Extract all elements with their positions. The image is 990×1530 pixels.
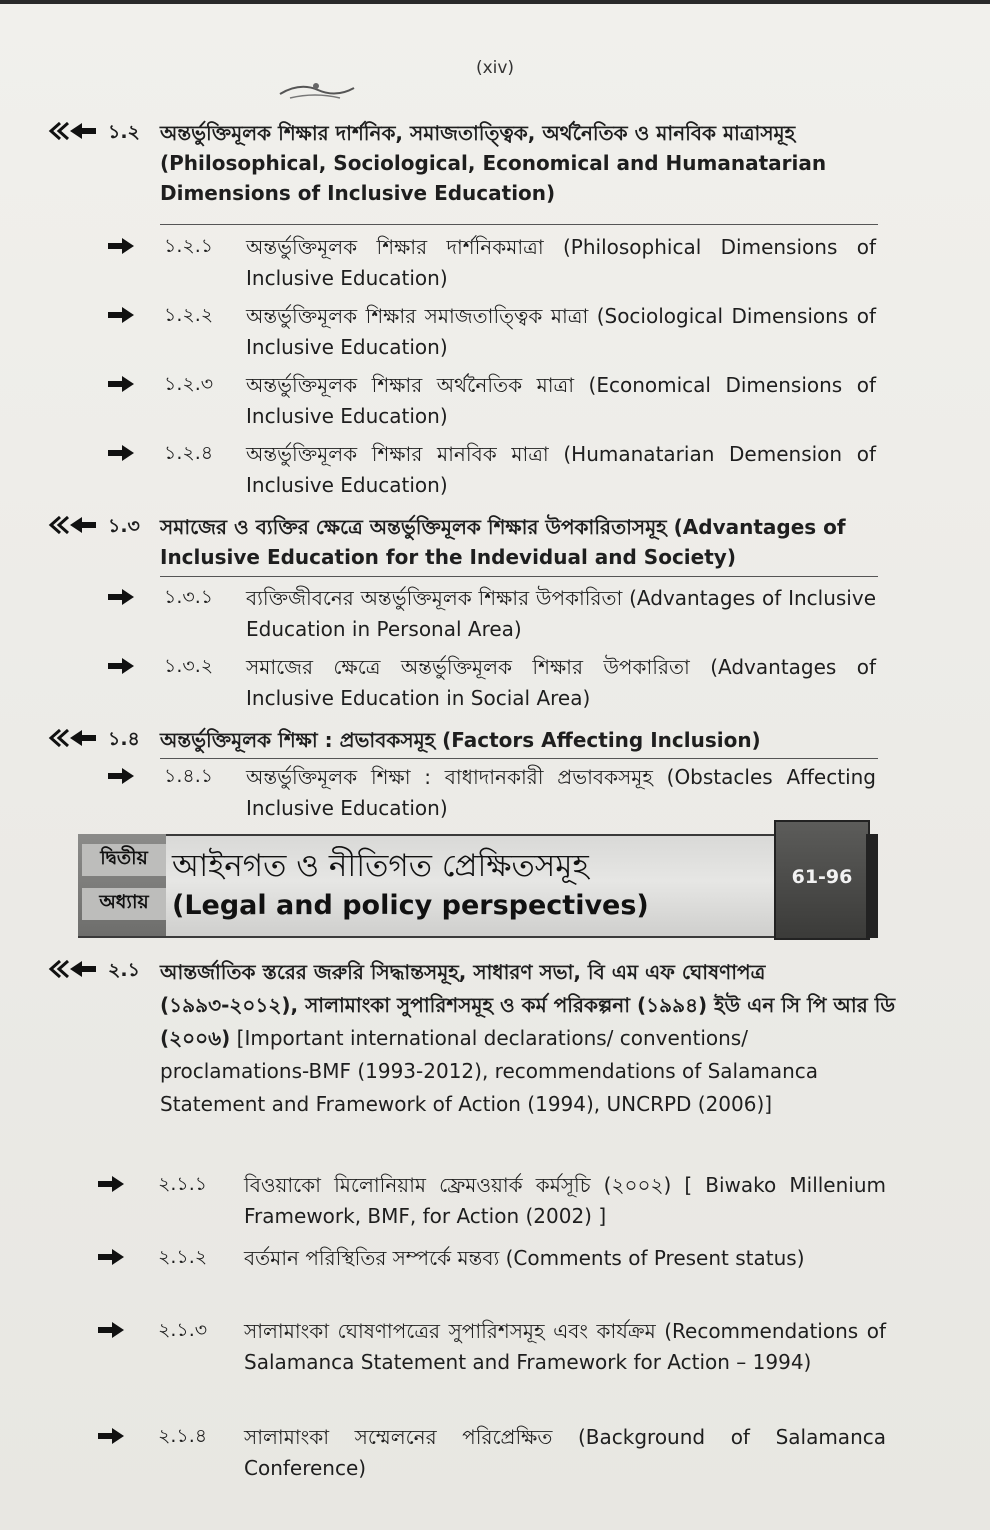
subsection-number: ১.৩.১ <box>164 586 214 608</box>
section-number: ১.২ <box>108 121 140 143</box>
chapter-title-bn: আইনগত ও নীতিগত প্রেক্ষিতসমূহ <box>172 848 589 884</box>
page-number: (xiv) <box>475 58 515 78</box>
toc-section-1-4[interactable] <box>48 725 878 757</box>
right-arrow-icon <box>108 658 134 674</box>
subsection-title: বর্তমান পরিস্থিতির সম্পর্কে মন্তব্য (Comments of Present status) <box>244 1246 805 1270</box>
section-rule <box>160 758 878 759</box>
right-arrow-icon <box>108 307 134 323</box>
right-arrow-icon <box>98 1249 124 1265</box>
right-arrow-icon <box>108 768 134 784</box>
right-arrow-icon <box>98 1428 124 1444</box>
right-arrow-icon <box>108 238 134 254</box>
subsection-title: অন্তর্ভুক্তিমূলক শিক্ষার অর্থনৈতিক মাত্রা (Economical Dimensions of Inclusive Education) <box>246 373 876 428</box>
right-arrow-icon <box>98 1322 124 1338</box>
right-arrow-icon <box>108 445 134 461</box>
subsection-number: ২.১.১ <box>158 1173 208 1195</box>
double-chevron-left-arrow-icon <box>48 958 98 980</box>
subsection-title: অন্তর্ভুক্তিমূলক শিক্ষার মানবিক মাত্রা (Humanatarian Demension of Inclusive Education) <box>246 442 876 497</box>
section-number: ১.৩ <box>108 515 140 537</box>
toc-section-1-3[interactable] <box>48 512 878 576</box>
subsection-number: ১.২.৩ <box>164 373 214 395</box>
double-chevron-left-arrow-icon <box>48 727 98 749</box>
chapter-banner[interactable] <box>78 820 878 936</box>
section-rule <box>160 576 878 577</box>
subsection-title: অন্তর্ভুক্তিমূলক শিক্ষা : বাধাদানকারী প্রভাবকসমূহ (Obstacles Affecting Inclusive Education) <box>246 765 876 820</box>
chapter-ordinal: দ্বিতীয় <box>82 844 166 876</box>
section-title-en: [Important international declarations/ conventions/ proclamations-BMF (1993-2012), recommendations of Salamanca Statement and Framework of Action (1994), UNCRPD (2006)] <box>160 1026 819 1116</box>
toc-section-1-2[interactable] <box>48 118 878 222</box>
double-chevron-left-arrow-icon <box>48 120 98 142</box>
subsection-title: অন্তর্ভুক্তিমূলক শিক্ষার দার্শনিকমাত্রা (Philosophical Dimensions of Inclusive Education) <box>246 235 876 290</box>
subsection-number: ১.৪.১ <box>164 765 214 787</box>
section-title <box>160 956 900 1121</box>
subsection-title: সালামাংকা ঘোষণাপত্রের সুপারিশসমূহ এবং কার্যক্রম (Recommendations of Salamanca Statement and Framework for Action – 1994) <box>244 1319 886 1374</box>
section-number: ১.৪ <box>108 728 140 750</box>
subsection-number: ১.২.২ <box>164 304 214 326</box>
section-title: অন্তর্ভুক্তিমূলক শিক্ষা : প্রভাবকসমূহ (Factors Affecting Inclusion) <box>160 728 761 752</box>
subsection-title: ব্যক্তিজীবনের অন্তর্ভুক্তিমূলক শিক্ষার উপকারিতা (Advantages of Inclusive Education in Personal Area) <box>246 586 876 641</box>
right-arrow-icon <box>108 376 134 392</box>
subsection-number: ১.২.১ <box>164 235 214 257</box>
subsection-number: ২.১.৪ <box>158 1425 208 1447</box>
chapter-pages-box <box>774 820 870 940</box>
section-title: অন্তর্ভুক্তিমূলক শিক্ষার দার্শনিক, সমাজতাত্ত্বিক, অর্থনৈতিক ও মানবিক মাত্রাসমূহ (Philosophical, Sociological, Economical and Humanatarian Dimensions of Inclusive Education) <box>160 121 827 205</box>
right-arrow-icon <box>108 589 134 605</box>
subsection-number: ১.৩.২ <box>164 655 214 677</box>
chapter-banner-cap <box>866 834 878 938</box>
section-title: সমাজের ও ব্যক্তির ক্ষেত্রে অন্তর্ভুক্তিমূলক শিক্ষার উপকারিতাসমূহ (Advantages of Inclusive Education for the Indevidual and Society) <box>160 515 846 569</box>
section-rule <box>160 224 878 225</box>
subsection-title: সমাজের ক্ষেত্রে অন্তর্ভুক্তিমূলক শিক্ষার উপকারিতা (Advantages of Inclusive Education in Social Area) <box>246 655 876 710</box>
subsection-number: ২.১.২ <box>158 1246 208 1268</box>
chapter-title-en: (Legal and policy perspectives) <box>172 890 649 921</box>
subsection-title: সালামাংকা সম্মেলনের পরিপ্রেক্ষিত (Background of Salamanca Conference) <box>244 1425 886 1480</box>
page-top-edge <box>0 0 990 4</box>
subsection-title: বিওয়াকো মিলোনিয়াম ফ্রেমওয়ার্ক কর্মসূচি (২০০২) [ Biwako Millenium Framework, BMF, for Action (2002) ] <box>244 1173 886 1228</box>
double-chevron-left-arrow-icon <box>48 514 98 536</box>
ornament-icon <box>270 76 360 104</box>
subsection-title: অন্তর্ভুক্তিমূলক শিক্ষার সমাজতাত্ত্বিক মাত্রা (Sociological Dimensions of Inclusive Education) <box>246 304 876 359</box>
right-arrow-icon <box>98 1176 124 1192</box>
subsection-number: ১.২.৪ <box>164 442 214 464</box>
chapter-word: অধ্যায় <box>82 888 166 920</box>
section-number: ২.১ <box>108 959 140 981</box>
chapter-page-range: 61-96 <box>791 866 853 888</box>
section-title-bn: আন্তর্জাতিক স্তরের জরুরি সিদ্ধান্তসমূহ, সাধারণ সভা, বি এম এফ ঘোষণাপত্র (১৯৯৩-২০১২), সালামাংকা সুপারিশসমূহ ও কর্ম পরিকল্পনা (১৯৯৪) ইউ এন সি পি আর ডি (২০০৬) <box>160 960 896 1050</box>
subsection-number: ২.১.৩ <box>158 1319 208 1341</box>
toc-section-2-1[interactable] <box>48 956 896 1146</box>
